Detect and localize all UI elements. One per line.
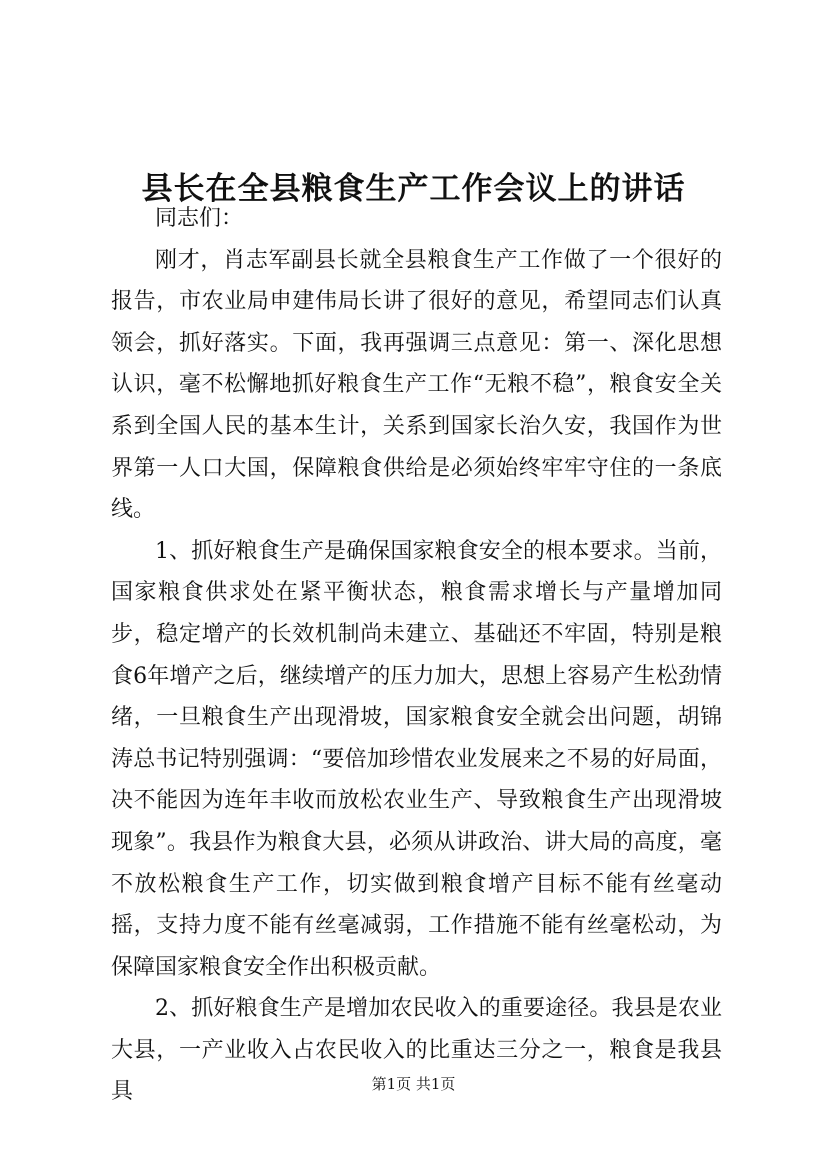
document-title: 县长在全县粮食生产工作会议上的讲话 [141, 170, 686, 207]
salutation: 同志们： [155, 206, 244, 231]
paragraph-opening: 刚才，肖志军副县长就全县粮食生产工作做了一个很好的报告，市农业局申建伟局长讲了很好的意见，希望同志们认真领会，抓好落实。下面，我再强调三点意见：第一、深化思想认识，毫不松懈地抓好粮食生产工作“无粮不稳”，粮食安全关系到全国人民的基本生计，关系到国家长治久安，我国作为世界第一人口大国，保障粮食供给是必须始终牢牢守住的一条底线。 [111, 247, 722, 523]
paragraph-point-2: 2、抓好粮食生产是增加农民收入的重要途径。我县是农业大县，一产业收入占农民收入的比重达三分之一，粮食是我县具 [111, 996, 722, 1105]
document-body [111, 198, 722, 1113]
paragraph-point-1: 1、抓好粮食生产是确保国家粮食安全的根本要求。当前，国家粮食供求处在紧平衡状态，粮食需求增长与产量增加同步，稳定增产的长效机制尚未建立、基础还不牢固，特别是粮食6年增产之后，继续增产的压力加大，思想上容易产生松劲情绪，一旦粮食生产出现滑坡，国家粮食安全就会出问题，胡锦涛总书记特别强调：“要倍加珍惜农业发展来之不易的好局面，决不能因为连年丰收而放松农业生产、导致粮食生产出现滑坡现象”。我县作为粮食大县，必须从讲政治、讲大局的高度，毫不放松粮食生产工作，切实做到粮食增产目标不能有丝毫动摇，支持力度不能有丝毫减弱，工作措施不能有丝毫松动，为保障国家粮食安全作出积极贡献。 [111, 538, 722, 980]
page-footer [0, 1074, 827, 1094]
page-number: 第1页 共1页 [371, 1075, 456, 1093]
